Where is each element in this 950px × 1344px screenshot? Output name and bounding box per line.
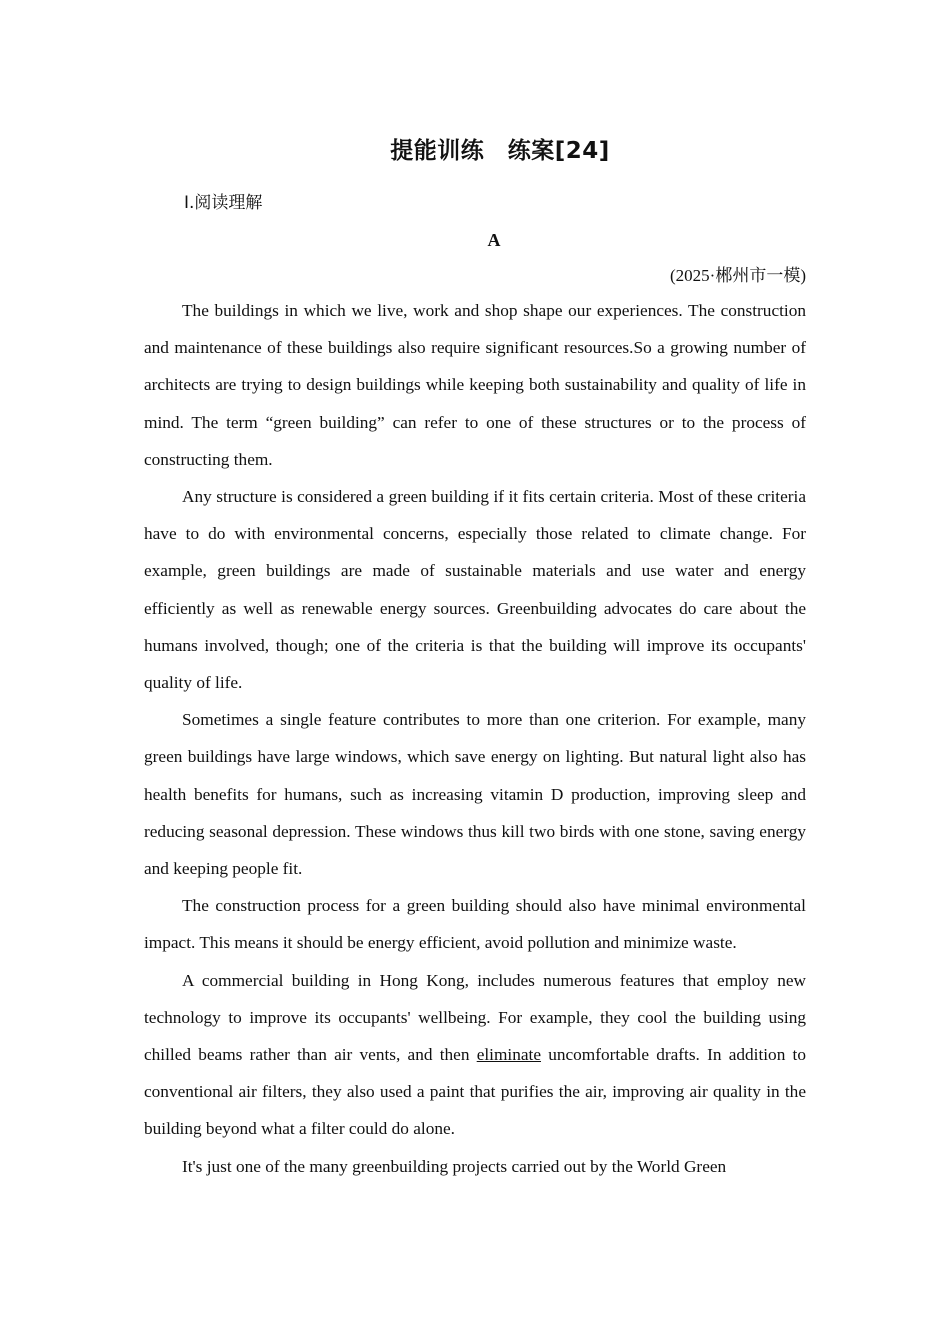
source-note: (2025·郴州市一模) [670,266,806,285]
paragraph-1: The buildings in which we live, work and shop shape our experiences. The construction and maintenance of these buildings also require significant resources.So a growing number of architects are trying to design buildings while keeping both sustainability and quality of life in mind. The term “green building” can refer to one of these structures or to the process of constructing them. [144,301,806,469]
paragraph-5-text-b: uncomfortable drafts. In addition to conventional air filters, they also used a paint that purifies the air, improving air quality in the building beyond what a filter could do alone. [144,1045,806,1139]
paragraph-2: Any structure is considered a green building if it fits certain criteria. Most of these criteria have to do with environmental concerns, especially those related to climate change. For example, green buildings are made of sustainable materials and use water and energy efficiently as well as renewable energy sources. Greenbuilding advocates do care about the humans involved, though; one of the criteria is that the building will improve its occupants' quality of life. [144,487,806,693]
paragraph-5-text-a: A commercial building in Hong Kong, includes numerous features that employ new technology to improve its occupants' wellbeing. For example, they cool the building using chilled beams rather than air vents, and then [144,970,806,1065]
paragraph-4: The construction process for a green building should also have minimal environmental impact. This means it should be energy efficient, avoid pollution and minimize waste. [144,896,806,953]
section-heading: Ⅰ.阅读理解 [184,193,263,213]
underlined-word: eliminate [476,1045,541,1065]
paragraph-5 [144,962,806,1148]
paragraph-3: Sometimes a single feature contributes to more than one criterion. For example, many green buildings have large windows, which save energy on lighting. But natural light also has health benefits for humans, such as increasing vitamin D production, improving sleep and reducing seasonal depression. These windows thus kill two birds with one stone, saving energy and keeping people fit. [144,710,806,879]
passage-body [144,292,806,1185]
paragraph-6: It's just one of the many greenbuilding projects carried out by the World Green [182,1156,727,1176]
passage-label: A [487,230,501,250]
page-title: 提能训练 练案[24] [390,138,610,164]
